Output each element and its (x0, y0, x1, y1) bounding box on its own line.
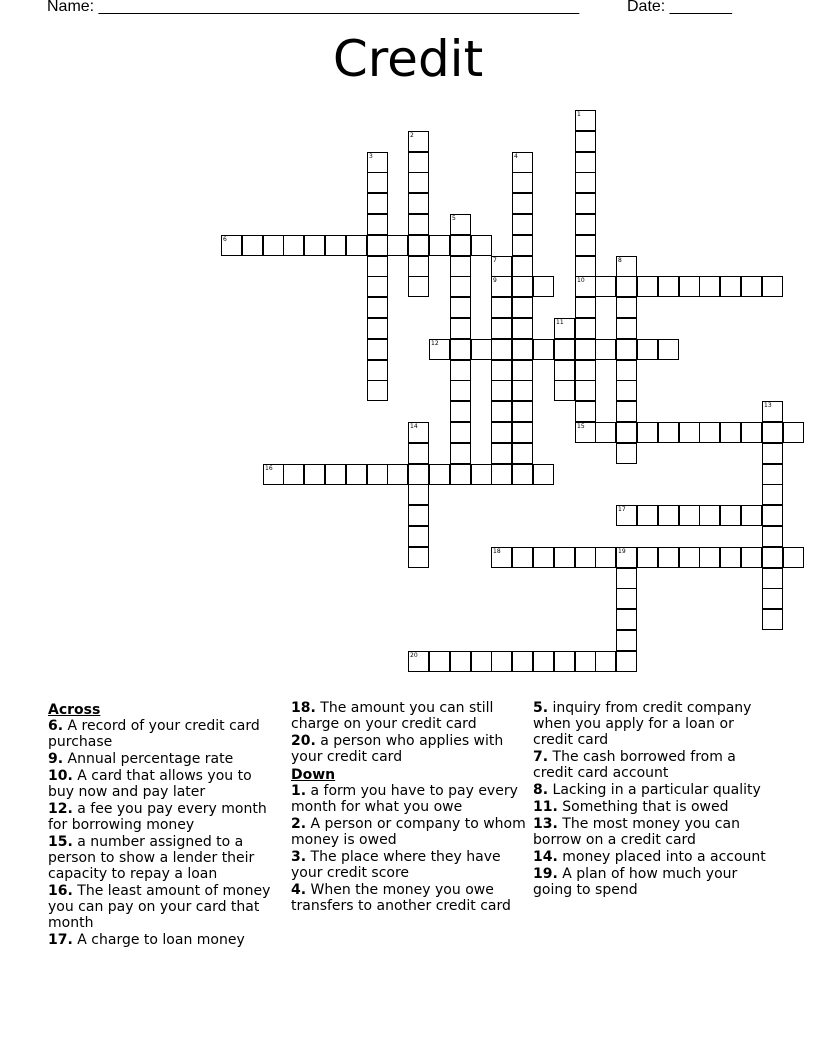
grid-cell[interactable] (762, 401, 783, 422)
grid-cell[interactable] (512, 318, 533, 339)
grid-cell[interactable] (491, 276, 512, 297)
clues-column-3 (533, 700, 769, 899)
grid-cell[interactable] (762, 609, 783, 630)
clue-down-5 (533, 700, 769, 748)
grid-cell[interactable] (491, 360, 512, 381)
grid-cell[interactable] (616, 297, 637, 318)
grid-cell[interactable] (450, 235, 471, 256)
grid-cell[interactable] (408, 214, 429, 235)
grid-cell[interactable] (595, 547, 616, 568)
clue-across-10 (48, 768, 278, 800)
grid-cell[interactable] (512, 152, 533, 173)
grid-cell[interactable] (679, 505, 700, 526)
grid-cell[interactable] (616, 547, 637, 568)
grid-cell[interactable] (512, 297, 533, 318)
grid-cell[interactable] (408, 235, 429, 256)
grid-cell[interactable] (408, 422, 429, 443)
clue-down-3 (291, 849, 527, 881)
grid-cell[interactable] (575, 297, 596, 318)
grid-cell[interactable] (367, 172, 388, 193)
grid-cell[interactable] (658, 422, 679, 443)
grid-cell[interactable] (367, 214, 388, 235)
grid-cell[interactable] (429, 651, 450, 672)
grid-cell[interactable] (533, 339, 554, 360)
clue-across-17 (48, 932, 278, 948)
clues-column-1 (48, 700, 278, 949)
grid-cell[interactable] (408, 526, 429, 547)
clue-text: The most money you can borrow on a credit card (533, 816, 740, 848)
clue-text: money placed into a account (562, 849, 766, 865)
grid-cell[interactable] (450, 339, 471, 360)
grid-cell[interactable] (699, 422, 720, 443)
grid-cell[interactable] (616, 401, 637, 422)
grid-cell[interactable] (762, 443, 783, 464)
clue-number: 14. (533, 849, 558, 865)
grid-cell[interactable] (533, 464, 554, 485)
grid-cell[interactable] (699, 547, 720, 568)
grid-cell[interactable] (491, 401, 512, 422)
clue-text: a number assigned to a person to show a lender their capacity to repay a loan (48, 834, 255, 882)
grid-cell[interactable] (658, 505, 679, 526)
cell-number: 20 (410, 652, 418, 659)
clue-number: 16. (48, 883, 73, 899)
grid-cell[interactable] (491, 297, 512, 318)
clue-across-9 (48, 751, 278, 767)
cell-number: 2 (410, 132, 414, 139)
grid-cell[interactable] (512, 422, 533, 443)
clue-number: 18. (291, 700, 316, 716)
grid-cell[interactable] (283, 235, 304, 256)
clue-across-20 (291, 733, 527, 765)
clue-number: 3. (291, 849, 307, 865)
cell-number: 5 (452, 215, 456, 222)
cell-number: 9 (493, 277, 497, 284)
grid-cell[interactable] (491, 380, 512, 401)
grid-cell[interactable] (304, 235, 325, 256)
grid-cell[interactable] (720, 547, 741, 568)
grid-cell[interactable] (741, 422, 762, 443)
cell-number: 15 (577, 423, 585, 430)
grid-cell[interactable] (533, 651, 554, 672)
grid-cell[interactable] (658, 276, 679, 297)
grid-cell[interactable] (575, 547, 596, 568)
grid-cell[interactable] (575, 360, 596, 381)
grid-cell[interactable] (367, 193, 388, 214)
grid-cell[interactable] (491, 256, 512, 277)
grid-cell[interactable] (491, 443, 512, 464)
clue-number: 4. (291, 882, 307, 898)
grid-cell[interactable] (221, 235, 242, 256)
grid-cell[interactable] (367, 339, 388, 360)
grid-cell[interactable] (408, 131, 429, 152)
grid-cell[interactable] (575, 339, 596, 360)
clue-down-2 (291, 816, 527, 848)
grid-cell[interactable] (595, 276, 616, 297)
grid-cell[interactable] (762, 588, 783, 609)
grid-cell[interactable] (263, 464, 284, 485)
grid-cell[interactable] (450, 276, 471, 297)
grid-cell[interactable] (450, 256, 471, 277)
clue-number: 10. (48, 768, 73, 784)
grid-cell[interactable] (367, 380, 388, 401)
grid-cell[interactable] (575, 401, 596, 422)
grid-cell[interactable] (595, 651, 616, 672)
clue-number: 8. (533, 782, 549, 798)
grid-cell[interactable] (720, 276, 741, 297)
cell-number: 13 (764, 402, 772, 409)
grid-cell[interactable] (762, 464, 783, 485)
grid-cell[interactable] (512, 360, 533, 381)
grid-cell[interactable] (408, 276, 429, 297)
grid-cell[interactable] (450, 297, 471, 318)
grid-cell[interactable] (491, 464, 512, 485)
grid-cell[interactable] (367, 360, 388, 381)
clue-number: 9. (48, 751, 64, 767)
grid-cell[interactable] (637, 547, 658, 568)
grid-cell[interactable] (575, 214, 596, 235)
grid-cell[interactable] (408, 484, 429, 505)
grid-cell[interactable] (367, 152, 388, 173)
clue-across-16 (48, 883, 278, 931)
grid-cell[interactable] (616, 339, 637, 360)
clue-text: The place where they have your credit score (291, 849, 501, 881)
grid-cell[interactable] (512, 214, 533, 235)
grid-cell[interactable] (471, 464, 492, 485)
cell-number: 12 (431, 340, 439, 347)
grid-cell[interactable] (658, 339, 679, 360)
grid-cell[interactable] (679, 276, 700, 297)
clue-down-8 (533, 782, 769, 798)
clue-number: 7. (533, 749, 549, 765)
grid-cell[interactable] (408, 464, 429, 485)
grid-cell[interactable] (512, 547, 533, 568)
grid-cell[interactable] (512, 193, 533, 214)
clue-number: 5. (533, 700, 549, 716)
cell-number: 18 (493, 548, 501, 555)
grid-cell[interactable] (325, 235, 346, 256)
grid-cell[interactable] (720, 422, 741, 443)
grid-cell[interactable] (575, 172, 596, 193)
grid-cell[interactable] (554, 339, 575, 360)
grid-cell[interactable] (575, 131, 596, 152)
clue-text: A charge to loan money (77, 932, 245, 948)
grid-cell[interactable] (408, 256, 429, 277)
grid-cell[interactable] (762, 422, 783, 443)
grid-cell[interactable] (637, 339, 658, 360)
grid-cell[interactable] (762, 276, 783, 297)
grid-cell[interactable] (762, 526, 783, 547)
grid-cell[interactable] (408, 193, 429, 214)
grid-cell[interactable] (491, 318, 512, 339)
name-field[interactable]: Name: ______________________________________________________ (47, 0, 580, 15)
grid-cell[interactable] (512, 443, 533, 464)
grid-cell[interactable] (304, 464, 325, 485)
grid-cell[interactable] (616, 443, 637, 464)
clue-number: 17. (48, 932, 73, 948)
grid-cell[interactable] (720, 505, 741, 526)
grid-cell[interactable] (554, 651, 575, 672)
grid-cell[interactable] (575, 651, 596, 672)
grid-cell[interactable] (263, 235, 284, 256)
clue-text: inquiry from credit company when you apply for a loan or credit card (533, 700, 752, 748)
cell-number: 4 (514, 153, 518, 160)
grid-cell[interactable] (616, 651, 637, 672)
clue-text: A plan of how much your going to spend (533, 866, 738, 898)
grid-cell[interactable] (408, 152, 429, 173)
cell-number: 3 (369, 153, 373, 160)
grid-cell[interactable] (575, 110, 596, 131)
grid-cell[interactable] (450, 360, 471, 381)
clues-column-2 (291, 700, 527, 915)
grid-cell[interactable] (575, 152, 596, 173)
grid-cell[interactable] (450, 651, 471, 672)
grid-cell[interactable] (346, 235, 367, 256)
clue-number: 2. (291, 816, 307, 832)
grid-cell[interactable] (429, 339, 450, 360)
grid-cell[interactable] (616, 256, 637, 277)
cell-number: 1 (577, 111, 581, 118)
clue-text: Annual percentage rate (67, 751, 234, 767)
grid-cell[interactable] (387, 464, 408, 485)
grid-cell[interactable] (491, 651, 512, 672)
grid-cell[interactable] (616, 318, 637, 339)
cell-number: 8 (618, 257, 622, 264)
grid-cell[interactable] (408, 172, 429, 193)
grid-cell[interactable] (699, 505, 720, 526)
clue-number: 13. (533, 816, 558, 832)
clue-across-6 (48, 718, 278, 750)
grid-cell[interactable] (616, 505, 637, 526)
clue-text: a fee you pay every month for borrowing money (48, 801, 267, 833)
grid-cell[interactable] (450, 443, 471, 464)
clue-text: The least amount of money you can pay on your card that month (48, 883, 271, 931)
clue-across-18 (291, 700, 527, 732)
grid-cell[interactable] (450, 380, 471, 401)
grid-cell[interactable] (554, 547, 575, 568)
clue-across-12 (48, 801, 278, 833)
cell-number: 14 (410, 423, 418, 430)
down-heading: Down (291, 767, 336, 783)
grid-cell[interactable] (783, 422, 804, 443)
grid-cell[interactable] (491, 422, 512, 443)
grid-cell[interactable] (242, 235, 263, 256)
grid-cell[interactable] (762, 547, 783, 568)
clue-number: 6. (48, 718, 64, 734)
grid-cell[interactable] (575, 256, 596, 277)
grid-cell[interactable] (575, 235, 596, 256)
grid-cell[interactable] (450, 214, 471, 235)
grid-cell[interactable] (533, 276, 554, 297)
grid-cell[interactable] (512, 172, 533, 193)
grid-cell[interactable] (367, 256, 388, 277)
grid-cell[interactable] (429, 235, 450, 256)
grid-cell[interactable] (554, 360, 575, 381)
clue-down-1 (291, 783, 527, 815)
grid-cell[interactable] (408, 443, 429, 464)
clue-text: The amount you can still charge on your credit card (291, 700, 494, 732)
grid-cell[interactable] (699, 276, 720, 297)
clue-text: a form you have to pay every month for what you owe (291, 783, 518, 815)
clue-number: 11. (533, 799, 558, 815)
grid-cell[interactable] (616, 568, 637, 589)
clue-down-7 (533, 749, 769, 781)
grid-cell[interactable] (637, 505, 658, 526)
grid-cell[interactable] (512, 276, 533, 297)
grid-cell[interactable] (595, 422, 616, 443)
grid-cell[interactable] (762, 484, 783, 505)
clue-across-15 (48, 834, 278, 882)
grid-cell[interactable] (783, 547, 804, 568)
grid-cell[interactable] (367, 318, 388, 339)
grid-cell[interactable] (616, 360, 637, 381)
grid-cell[interactable] (512, 256, 533, 277)
grid-cell[interactable] (616, 422, 637, 443)
grid-cell[interactable] (471, 235, 492, 256)
clue-text: When the money you owe transfers to another credit card (291, 882, 511, 914)
clue-number: 1. (291, 783, 307, 799)
grid-cell[interactable] (575, 193, 596, 214)
grid-cell[interactable] (762, 505, 783, 526)
grid-cell[interactable] (533, 547, 554, 568)
grid-cell[interactable] (616, 588, 637, 609)
grid-cell[interactable] (450, 464, 471, 485)
grid-cell[interactable] (429, 464, 450, 485)
clue-down-11 (533, 799, 769, 815)
clue-text: The cash borrowed from a credit card account (533, 749, 736, 781)
grid-cell[interactable] (408, 651, 429, 672)
grid-cell[interactable] (616, 380, 637, 401)
clue-text: Lacking in a particular quality (552, 782, 761, 798)
grid-cell[interactable] (658, 547, 679, 568)
clue-down-19 (533, 866, 769, 898)
cell-number: 10 (577, 277, 585, 284)
grid-cell[interactable] (637, 276, 658, 297)
grid-cell[interactable] (512, 401, 533, 422)
grid-cell[interactable] (637, 422, 658, 443)
cell-number: 6 (223, 236, 227, 243)
grid-cell[interactable] (387, 235, 408, 256)
grid-cell[interactable] (554, 318, 575, 339)
grid-cell[interactable] (575, 276, 596, 297)
grid-cell[interactable] (762, 568, 783, 589)
clue-down-13 (533, 816, 769, 848)
grid-cell[interactable] (450, 422, 471, 443)
grid-cell[interactable] (450, 318, 471, 339)
clue-number: 20. (291, 733, 316, 749)
date-field[interactable]: Date: _______ (627, 0, 732, 15)
grid-cell[interactable] (367, 276, 388, 297)
grid-cell[interactable] (408, 505, 429, 526)
grid-cell[interactable] (554, 380, 575, 401)
across-heading: Across (48, 702, 101, 718)
cell-number: 11 (556, 319, 564, 326)
grid-cell[interactable] (367, 464, 388, 485)
grid-cell[interactable] (408, 547, 429, 568)
grid-cell[interactable] (575, 380, 596, 401)
clue-text: a person who applies with your credit card (291, 733, 504, 765)
grid-cell[interactable] (575, 318, 596, 339)
grid-cell[interactable] (616, 609, 637, 630)
cell-number: 17 (618, 506, 626, 513)
cell-number: 7 (493, 257, 497, 264)
grid-cell[interactable] (450, 401, 471, 422)
clue-text: Something that is owed (562, 799, 729, 815)
clue-number: 15. (48, 834, 73, 850)
clue-number: 12. (48, 801, 73, 817)
grid-cell[interactable] (367, 235, 388, 256)
clue-number: 19. (533, 866, 558, 882)
clue-down-14 (533, 849, 769, 865)
grid-cell[interactable] (325, 464, 346, 485)
clue-text: A record of your credit card purchase (48, 718, 260, 750)
page-title: Credit (332, 30, 484, 88)
grid-cell[interactable] (512, 651, 533, 672)
grid-cell[interactable] (595, 339, 616, 360)
grid-cell[interactable] (491, 339, 512, 360)
grid-cell[interactable] (741, 505, 762, 526)
grid-cell[interactable] (616, 630, 637, 651)
grid-cell[interactable] (575, 422, 596, 443)
grid-cell[interactable] (471, 339, 492, 360)
grid-cell[interactable] (367, 297, 388, 318)
cell-number: 19 (618, 548, 626, 555)
clue-down-4 (291, 882, 527, 914)
grid-cell[interactable] (679, 422, 700, 443)
grid-cell[interactable] (512, 235, 533, 256)
grid-cell[interactable] (491, 547, 512, 568)
clue-text: A person or company to whom money is owed (291, 816, 526, 848)
grid-cell[interactable] (512, 380, 533, 401)
grid-cell[interactable] (512, 464, 533, 485)
cell-number: 16 (265, 465, 273, 472)
grid-cell[interactable] (346, 464, 367, 485)
grid-cell[interactable] (283, 464, 304, 485)
grid-cell[interactable] (741, 276, 762, 297)
clue-text: A card that allows you to buy now and pay later (48, 768, 252, 800)
grid-cell[interactable] (471, 651, 492, 672)
grid-cell[interactable] (679, 547, 700, 568)
grid-cell[interactable] (512, 339, 533, 360)
grid-cell[interactable] (616, 276, 637, 297)
grid-cell[interactable] (741, 547, 762, 568)
